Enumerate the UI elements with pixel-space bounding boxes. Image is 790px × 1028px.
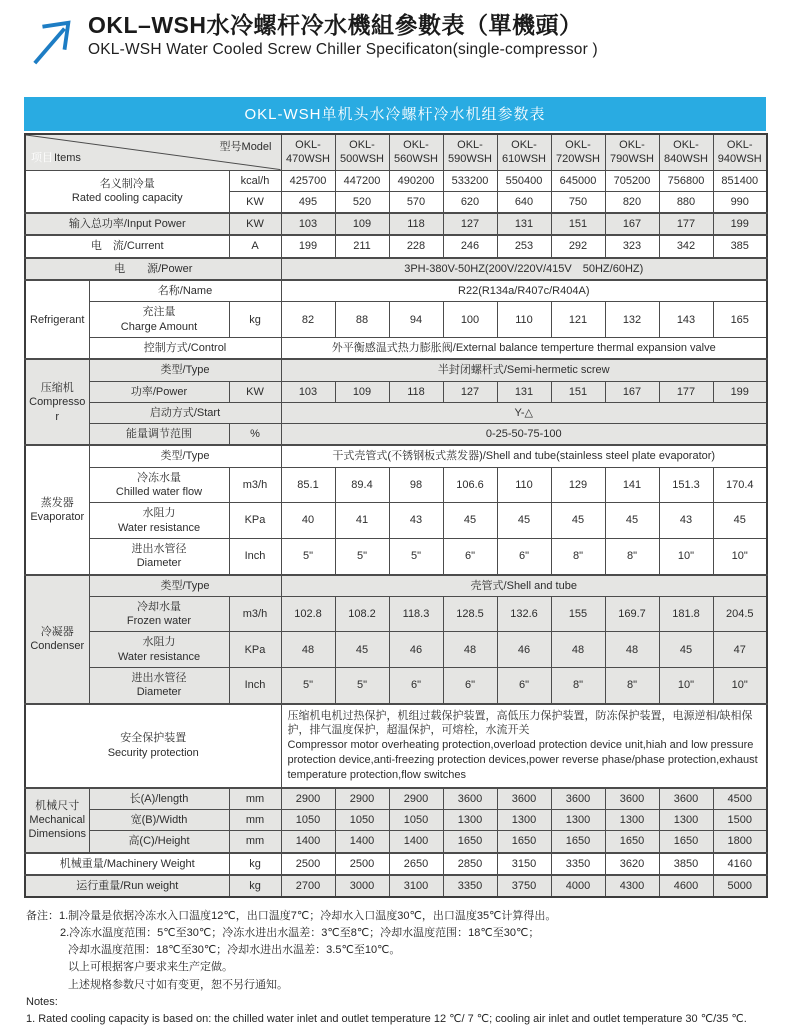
unit-cell: mm xyxy=(229,831,281,853)
value-cell: 199 xyxy=(713,213,767,235)
value-cell: 750 xyxy=(551,191,605,213)
unit-cell: kg xyxy=(229,875,281,897)
model-header-cell: OKL- 610WSH xyxy=(497,134,551,170)
spec-row xyxy=(25,381,767,402)
value-cell: 253 xyxy=(497,235,551,257)
note-line: 冷却水温度范围：18℃至30℃；冷却水进出水温差：3.5℃至10℃。 xyxy=(68,944,401,957)
value-cell: 45 xyxy=(335,632,389,668)
spec-row xyxy=(25,467,767,503)
spec-row xyxy=(25,575,767,597)
merged-value-cell: 3PH-380V-50HZ(200V/220V/415V 50HZ/60HZ) xyxy=(281,258,767,280)
value-cell: 167 xyxy=(605,381,659,402)
value-cell: 6" xyxy=(389,668,443,704)
unit-cell: kg xyxy=(229,302,281,338)
value-cell: 2900 xyxy=(335,788,389,810)
value-cell: 820 xyxy=(605,191,659,213)
category-cell: Refrigerant xyxy=(25,280,89,359)
model-header-cell: OKL- 500WSH xyxy=(335,134,389,170)
value-cell: 1050 xyxy=(335,810,389,831)
value-cell: 1400 xyxy=(389,831,443,853)
value-cell: 10" xyxy=(713,538,767,574)
value-cell: 118 xyxy=(389,381,443,402)
value-cell: 127 xyxy=(443,381,497,402)
value-cell: 5000 xyxy=(713,875,767,897)
value-cell: 211 xyxy=(335,235,389,257)
value-cell: 118 xyxy=(389,213,443,235)
arrow-logo-icon xyxy=(30,16,76,73)
note-line: 以上可根据客户要求来生产定做。 xyxy=(68,961,233,974)
value-cell: 46 xyxy=(497,632,551,668)
value-cell: 705200 xyxy=(605,170,659,191)
notes xyxy=(26,908,766,1027)
item-label-cell: 宽(B)/Width xyxy=(89,810,229,831)
value-cell: 199 xyxy=(713,381,767,402)
value-cell: 495 xyxy=(281,191,335,213)
note-line: Notes: xyxy=(26,995,58,1008)
item-label-cell: 运行重量/Run weight xyxy=(25,875,229,897)
items-label-en: Items xyxy=(54,152,81,165)
merged-value-cell: Y-△ xyxy=(281,402,767,423)
spec-row xyxy=(25,280,767,302)
unit-cell: Inch xyxy=(229,538,281,574)
merged-value-cell: 0-25-50-75-100 xyxy=(281,424,767,446)
value-cell: 550400 xyxy=(497,170,551,191)
value-cell: 94 xyxy=(389,302,443,338)
value-cell: 132 xyxy=(605,302,659,338)
value-cell: 3150 xyxy=(497,853,551,875)
value-cell: 199 xyxy=(281,235,335,257)
spec-row xyxy=(25,538,767,574)
unit-cell: KW xyxy=(229,191,281,213)
value-cell: 5" xyxy=(281,538,335,574)
value-cell: 1300 xyxy=(443,810,497,831)
value-cell: 47 xyxy=(713,632,767,668)
value-cell: 292 xyxy=(551,235,605,257)
value-cell: 2500 xyxy=(335,853,389,875)
value-cell: 5" xyxy=(335,538,389,574)
model-header-row xyxy=(25,134,767,170)
spec-row xyxy=(25,213,767,235)
value-cell: 3600 xyxy=(551,788,605,810)
value-cell: 3600 xyxy=(497,788,551,810)
spec-row xyxy=(25,337,767,359)
value-cell: 177 xyxy=(659,213,713,235)
unit-cell: m3/h xyxy=(229,467,281,503)
note-line: 2.冷冻水温度范围：5℃至30℃；冷冻水进出水温差：3℃至8℃；冷却水温度范围：18℃至30℃； xyxy=(60,927,540,940)
value-cell: 4600 xyxy=(659,875,713,897)
unit-cell: m3/h xyxy=(229,596,281,632)
value-cell: 1500 xyxy=(713,810,767,831)
merged-value-cell: R22(R134a/R407c/R404A) xyxy=(281,280,767,302)
value-cell: 1050 xyxy=(281,810,335,831)
value-cell: 5" xyxy=(281,668,335,704)
unit-cell: mm xyxy=(229,810,281,831)
spec-row xyxy=(25,875,767,897)
value-cell: 45 xyxy=(443,503,497,539)
spec-row xyxy=(25,596,767,632)
item-label-cell: 长(A)/length xyxy=(89,788,229,810)
value-cell: 43 xyxy=(659,503,713,539)
unit-cell: kg xyxy=(229,853,281,875)
value-cell: 620 xyxy=(443,191,497,213)
note-line: 上述规格参数尺寸如有变更，恕不另行通知。 xyxy=(68,978,288,991)
value-cell: 2700 xyxy=(281,875,335,897)
unit-cell: A xyxy=(229,235,281,257)
value-cell: 570 xyxy=(389,191,443,213)
value-cell: 4300 xyxy=(605,875,659,897)
spec-row xyxy=(25,170,767,191)
value-cell: 3600 xyxy=(605,788,659,810)
value-cell: 4500 xyxy=(713,788,767,810)
value-cell: 1400 xyxy=(335,831,389,853)
category-cell: 蒸发器 Evaporator xyxy=(25,445,89,574)
value-cell: 6" xyxy=(443,538,497,574)
value-cell: 169.7 xyxy=(605,596,659,632)
value-cell: 2650 xyxy=(389,853,443,875)
item-label-cell: 安全保护装置 Security protection xyxy=(25,704,281,788)
value-cell: 645000 xyxy=(551,170,605,191)
spec-row xyxy=(25,831,767,853)
value-cell: 102.8 xyxy=(281,596,335,632)
spec-row xyxy=(25,424,767,446)
value-cell: 10" xyxy=(659,538,713,574)
merged-value-cell: 半封闭螺杆式/Semi-hermetic screw xyxy=(281,359,767,381)
value-cell: 5" xyxy=(335,668,389,704)
value-cell: 2850 xyxy=(443,853,497,875)
value-cell: 1300 xyxy=(659,810,713,831)
value-cell: 45 xyxy=(497,503,551,539)
value-cell: 6" xyxy=(443,668,497,704)
merged-value-cell: 干式壳管式(不锈钢板式蒸发器)/Shell and tube(stainless steel plate evaporator) xyxy=(281,445,767,467)
value-cell: 8" xyxy=(605,538,659,574)
merged-value-cell: 外平衡感温式热力膨胀阀/External balance temperture thermal expansion valve xyxy=(281,337,767,359)
item-label-cell: 进出水管径 Diameter xyxy=(89,538,229,574)
item-label-cell: 冷冻水量 Chilled water flow xyxy=(89,467,229,503)
value-cell: 128.5 xyxy=(443,596,497,632)
value-cell: 41 xyxy=(335,503,389,539)
value-cell: 132.6 xyxy=(497,596,551,632)
value-cell: 167 xyxy=(605,213,659,235)
item-label-cell: 进出水管径 Diameter xyxy=(89,668,229,704)
value-cell: 1300 xyxy=(551,810,605,831)
value-cell: 1650 xyxy=(605,831,659,853)
spec-row xyxy=(25,302,767,338)
item-label-cell: 电 流/Current xyxy=(25,235,229,257)
value-cell: 425700 xyxy=(281,170,335,191)
value-cell: 155 xyxy=(551,596,605,632)
value-cell: 131 xyxy=(497,213,551,235)
value-cell: 181.8 xyxy=(659,596,713,632)
page-header xyxy=(30,12,766,73)
item-label-cell: 类型/Type xyxy=(89,445,281,467)
value-cell: 880 xyxy=(659,191,713,213)
items-model-corner-cell xyxy=(25,134,281,170)
unit-cell: KPa xyxy=(229,632,281,668)
model-header-cell: OKL- 790WSH xyxy=(605,134,659,170)
item-label-cell: 名称/Name xyxy=(89,280,281,302)
value-cell: 1050 xyxy=(389,810,443,831)
value-cell: 88 xyxy=(335,302,389,338)
value-cell: 1300 xyxy=(605,810,659,831)
value-cell: 3850 xyxy=(659,853,713,875)
value-cell: 8" xyxy=(551,538,605,574)
value-cell: 1650 xyxy=(659,831,713,853)
item-label-cell: 充注量 Charge Amount xyxy=(89,302,229,338)
item-label-cell: 水阻力 Water resistance xyxy=(89,632,229,668)
value-cell: 100 xyxy=(443,302,497,338)
model-header-cell: OKL- 470WSH xyxy=(281,134,335,170)
value-cell: 447200 xyxy=(335,170,389,191)
spec-row xyxy=(25,788,767,810)
unit-cell: KW xyxy=(229,381,281,402)
value-cell: 127 xyxy=(443,213,497,235)
value-cell: 108.2 xyxy=(335,596,389,632)
spec-row xyxy=(25,258,767,280)
value-cell: 2900 xyxy=(389,788,443,810)
model-header-cell: OKL- 940WSH xyxy=(713,134,767,170)
page-subtitle: OKL-WSH Water Cooled Screw Chiller Specificaton(single-compressor ) xyxy=(88,41,598,59)
spec-row xyxy=(25,853,767,875)
value-cell: 3000 xyxy=(335,875,389,897)
value-cell: 45 xyxy=(713,503,767,539)
items-label xyxy=(31,151,81,165)
value-cell: 40 xyxy=(281,503,335,539)
value-cell: 1650 xyxy=(497,831,551,853)
value-cell: 3750 xyxy=(497,875,551,897)
value-cell: 323 xyxy=(605,235,659,257)
value-cell: 10" xyxy=(659,668,713,704)
value-cell: 204.5 xyxy=(713,596,767,632)
value-cell: 851400 xyxy=(713,170,767,191)
value-cell: 43 xyxy=(389,503,443,539)
spec-row xyxy=(25,704,767,788)
model-header-cell: OKL- 560WSH xyxy=(389,134,443,170)
value-cell: 46 xyxy=(389,632,443,668)
model-label: 型号Model xyxy=(219,141,272,153)
spec-row xyxy=(25,632,767,668)
merged-value-cell: 壳管式/Shell and tube xyxy=(281,575,767,597)
value-cell: 118.3 xyxy=(389,596,443,632)
value-cell: 121 xyxy=(551,302,605,338)
value-cell: 2500 xyxy=(281,853,335,875)
value-cell: 5" xyxy=(389,538,443,574)
value-cell: 4160 xyxy=(713,853,767,875)
item-label-cell: 名义制冷量 Rated cooling capacity xyxy=(25,170,229,213)
value-cell: 10" xyxy=(713,668,767,704)
spec-row xyxy=(25,810,767,831)
value-cell: 2900 xyxy=(281,788,335,810)
page-title: OKL–WSH水冷螺杆冷水機組參數表（單機頭） xyxy=(88,12,583,38)
value-cell: 3600 xyxy=(659,788,713,810)
merged-value-cell: 压缩机电机过热保护，机组过载保护装置，高低压力保护装置，防冻保护装置，电源逆相/缺相保护，排气温度保护，超温保护，可熔栓，水流开关 Compressor motor overheating protection,overload protection device unit,hiah and low pressure protection device,anti-freezing protection devices,power reverse phase/phase protection,exhaust temperature protection,flow switches xyxy=(281,704,767,788)
spec-row xyxy=(25,359,767,381)
value-cell: 246 xyxy=(443,235,497,257)
value-cell: 4000 xyxy=(551,875,605,897)
spec-row xyxy=(25,235,767,257)
value-cell: 106.6 xyxy=(443,467,497,503)
title-block xyxy=(88,12,598,59)
item-label-cell: 机械重量/Machinery Weight xyxy=(25,853,229,875)
value-cell: 45 xyxy=(659,632,713,668)
value-cell: 131 xyxy=(497,381,551,402)
value-cell: 533200 xyxy=(443,170,497,191)
model-header-cell: OKL- 590WSH xyxy=(443,134,497,170)
spec-row xyxy=(25,668,767,704)
value-cell: 1650 xyxy=(551,831,605,853)
item-label-cell: 类型/Type xyxy=(89,575,281,597)
category-cell: 压缩机 Compressor xyxy=(25,359,89,445)
value-cell: 165 xyxy=(713,302,767,338)
value-cell: 520 xyxy=(335,191,389,213)
value-cell: 640 xyxy=(497,191,551,213)
items-label-zh: 项目 xyxy=(31,152,53,165)
value-cell: 48 xyxy=(443,632,497,668)
category-cell: 冷凝器 Condenser xyxy=(25,575,89,704)
value-cell: 48 xyxy=(281,632,335,668)
value-cell: 103 xyxy=(281,213,335,235)
unit-cell: KPa xyxy=(229,503,281,539)
value-cell: 98 xyxy=(389,467,443,503)
value-cell: 129 xyxy=(551,467,605,503)
value-cell: 6" xyxy=(497,668,551,704)
value-cell: 3350 xyxy=(443,875,497,897)
value-cell: 109 xyxy=(335,213,389,235)
value-cell: 45 xyxy=(551,503,605,539)
spec-row xyxy=(25,503,767,539)
value-cell: 228 xyxy=(389,235,443,257)
value-cell: 385 xyxy=(713,235,767,257)
value-cell: 1400 xyxy=(281,831,335,853)
value-cell: 143 xyxy=(659,302,713,338)
unit-cell: KW xyxy=(229,213,281,235)
model-header-cell: OKL- 840WSH xyxy=(659,134,713,170)
value-cell: 89.4 xyxy=(335,467,389,503)
value-cell: 48 xyxy=(605,632,659,668)
value-cell: 756800 xyxy=(659,170,713,191)
value-cell: 151 xyxy=(551,381,605,402)
item-label-cell: 电 源/Power xyxy=(25,258,281,280)
value-cell: 3100 xyxy=(389,875,443,897)
value-cell: 8" xyxy=(551,668,605,704)
value-cell: 490200 xyxy=(389,170,443,191)
value-cell: 45 xyxy=(605,503,659,539)
value-cell: 3600 xyxy=(443,788,497,810)
table-banner: OKL-WSH单机头水冷螺杆冷水机组参数表 xyxy=(24,97,766,131)
category-cell: 机械尺寸 Mechanical Dimensions xyxy=(25,788,89,853)
value-cell: 103 xyxy=(281,381,335,402)
item-label-cell: 控制方式/Control xyxy=(89,337,281,359)
item-label-cell: 冷却水量 Frozen water xyxy=(89,596,229,632)
value-cell: 82 xyxy=(281,302,335,338)
item-label-cell: 高(C)/Height xyxy=(89,831,229,853)
unit-cell: % xyxy=(229,424,281,446)
spec-row xyxy=(25,402,767,423)
note-line: 1. Rated cooling capacity is based on: the chilled water inlet and outlet temperature 12 ℃/ 7 ℃; cooling air inlet and outlet temperature 30 ℃/35 ℃. xyxy=(26,1012,747,1025)
unit-cell: Inch xyxy=(229,668,281,704)
model-header-cell: OKL- 720WSH xyxy=(551,134,605,170)
value-cell: 177 xyxy=(659,381,713,402)
spec-table xyxy=(24,133,768,898)
value-cell: 990 xyxy=(713,191,767,213)
item-label-cell: 水阻力 Water resistance xyxy=(89,503,229,539)
unit-cell: mm xyxy=(229,788,281,810)
item-label-cell: 功率/Power xyxy=(89,381,229,402)
item-label-cell: 启动方式/Start xyxy=(89,402,281,423)
value-cell: 151.3 xyxy=(659,467,713,503)
value-cell: 1800 xyxy=(713,831,767,853)
item-label-cell: 能量调节范围 xyxy=(89,424,229,446)
item-label-cell: 类型/Type xyxy=(89,359,281,381)
value-cell: 141 xyxy=(605,467,659,503)
value-cell: 8" xyxy=(605,668,659,704)
value-cell: 151 xyxy=(551,213,605,235)
value-cell: 85.1 xyxy=(281,467,335,503)
value-cell: 170.4 xyxy=(713,467,767,503)
value-cell: 3620 xyxy=(605,853,659,875)
note-line: 备注：1.制冷量是依据冷冻水入口温度12℃，出口温度7℃；冷却水入口温度30℃，出口温度35℃计算得出。 xyxy=(26,910,557,923)
value-cell: 110 xyxy=(497,302,551,338)
spec-row xyxy=(25,445,767,467)
value-cell: 110 xyxy=(497,467,551,503)
unit-cell: kcal/h xyxy=(229,170,281,191)
value-cell: 1650 xyxy=(443,831,497,853)
value-cell: 48 xyxy=(551,632,605,668)
item-label-cell: 输入总功率/Input Power xyxy=(25,213,229,235)
value-cell: 6" xyxy=(497,538,551,574)
value-cell: 3350 xyxy=(551,853,605,875)
value-cell: 1300 xyxy=(497,810,551,831)
value-cell: 342 xyxy=(659,235,713,257)
value-cell: 109 xyxy=(335,381,389,402)
